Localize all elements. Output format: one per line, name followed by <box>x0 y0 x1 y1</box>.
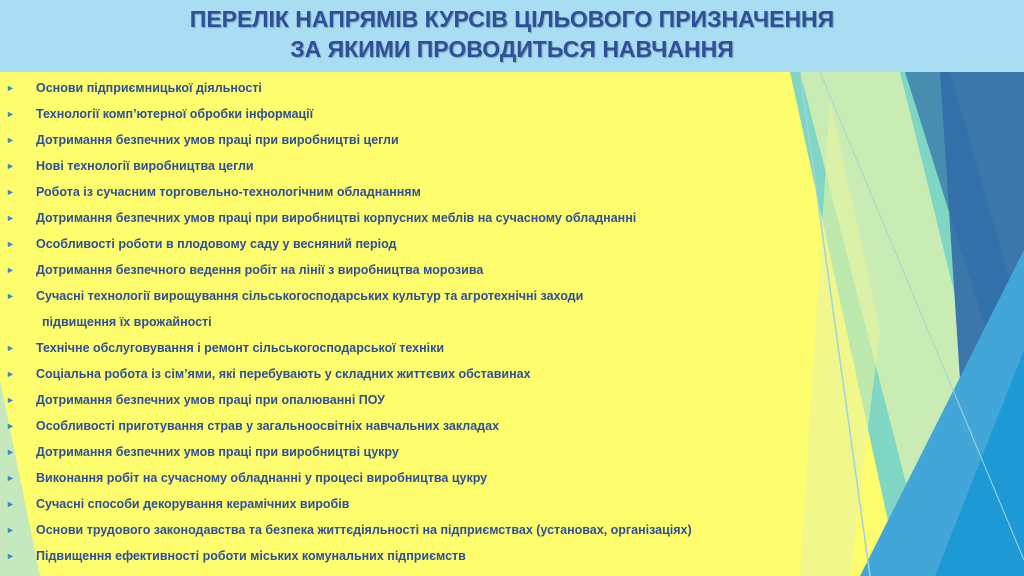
triangle-right-icon: ► <box>6 551 15 561</box>
page-title <box>0 4 1024 64</box>
triangle-right-icon: ► <box>6 369 15 379</box>
triangle-right-icon: ► <box>6 343 15 353</box>
triangle-right-icon: ► <box>6 421 15 431</box>
triangle-right-icon: ► <box>6 447 15 457</box>
triangle-right-icon: ► <box>6 265 15 275</box>
triangle-right-icon: ► <box>6 187 15 197</box>
triangle-right-icon: ► <box>6 239 15 249</box>
triangle-right-icon: ► <box>6 161 15 171</box>
triangle-right-icon: ► <box>6 499 15 509</box>
title-line-1: ПЕРЕЛІК НАПРЯМІВ КУРСІВ ЦІЛЬОВОГО ПРИЗНАЧЕННЯ <box>189 6 835 32</box>
title-line-2: ЗА ЯКИМИ ПРОВОДИТЬСЯ НАВЧАННЯ <box>290 36 734 62</box>
triangle-right-icon: ► <box>6 213 15 223</box>
triangle-right-icon: ► <box>6 109 15 119</box>
triangle-right-icon: ► <box>6 473 15 483</box>
triangle-right-icon: ► <box>6 525 15 535</box>
triangle-right-icon: ► <box>6 291 15 301</box>
triangle-right-icon: ► <box>6 135 15 145</box>
triangle-right-icon: ► <box>6 395 15 405</box>
triangle-right-icon: ► <box>6 83 15 93</box>
